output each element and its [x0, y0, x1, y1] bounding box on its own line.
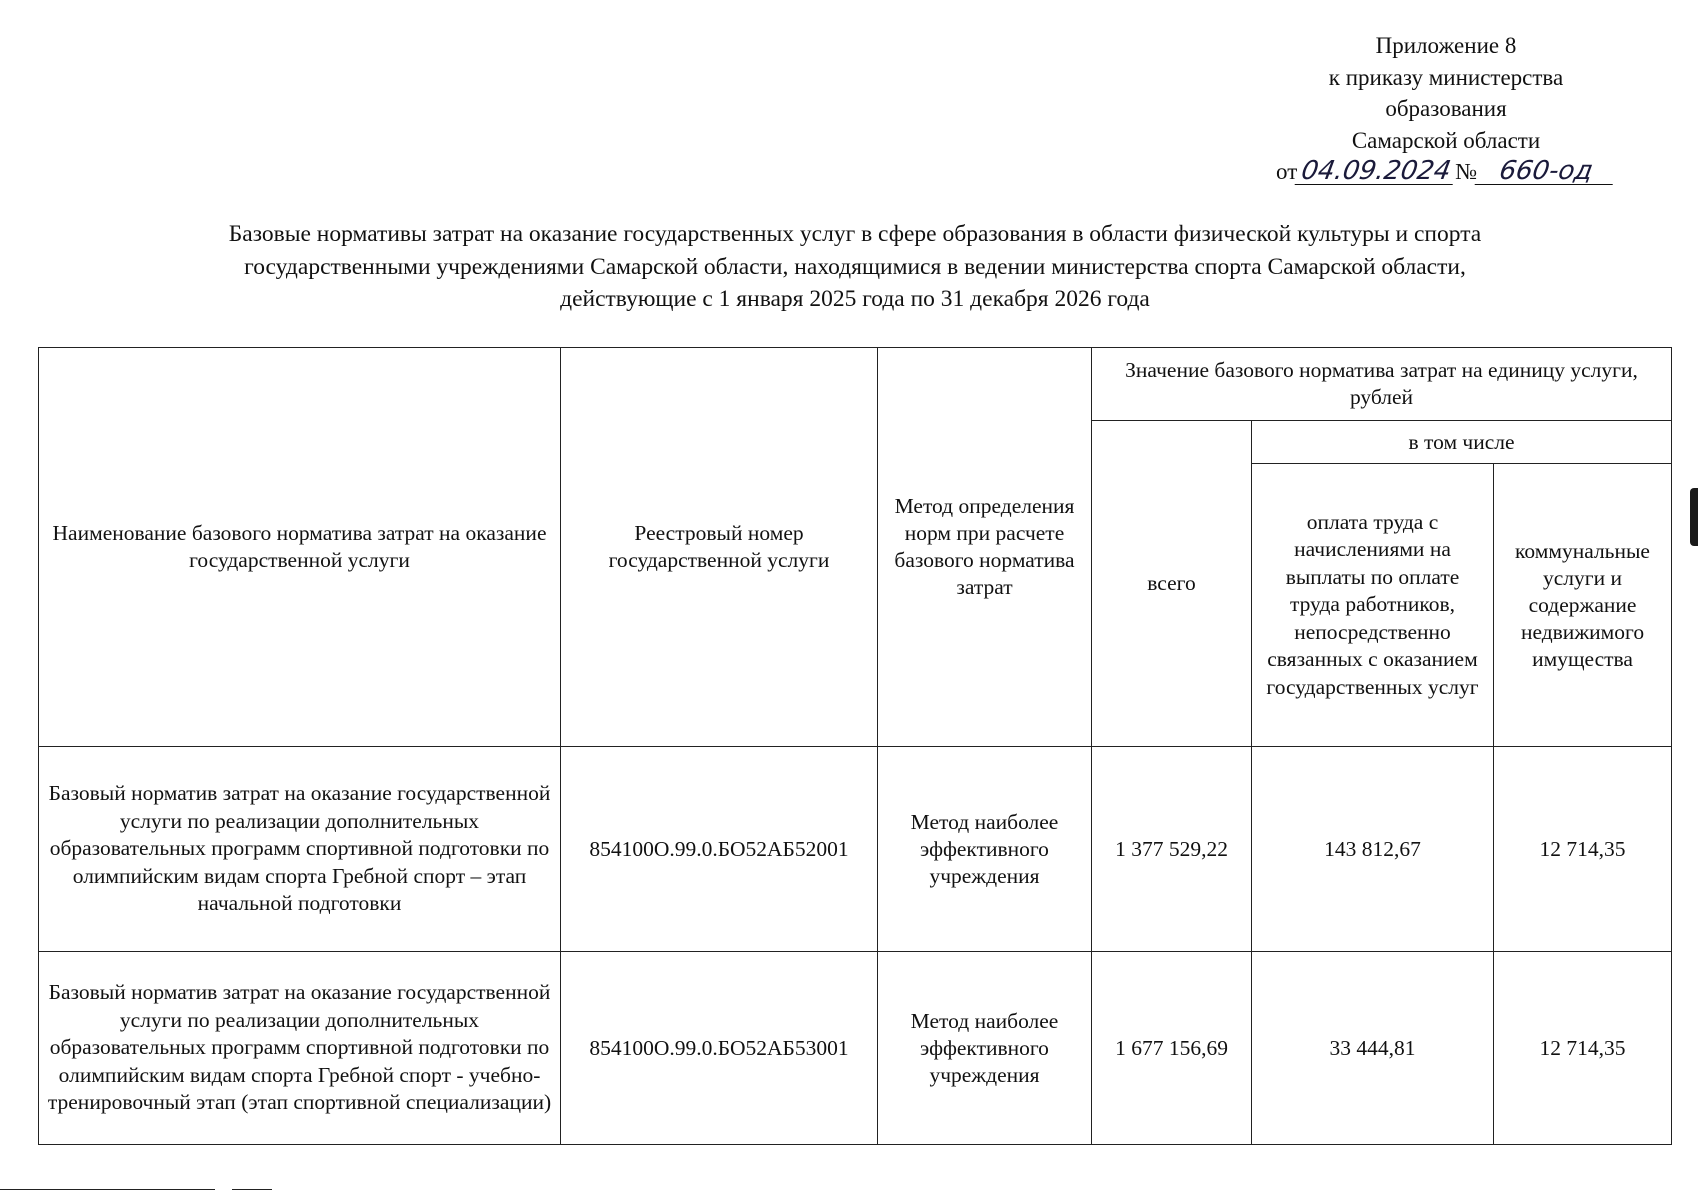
scan-margin-mark — [1690, 488, 1698, 546]
header-method: Метод определения норм при расчете базового норматива затрат — [878, 348, 1092, 747]
table-row — [39, 952, 1672, 1145]
header-total: всего — [1092, 421, 1252, 747]
document-title — [60, 218, 1650, 316]
annex-header — [1276, 30, 1616, 188]
handwritten-order-number: 660-од — [1475, 158, 1618, 185]
title-line-2: государственными учреждениями Самарской области, находящимися в ведении министерства спорта Самарской области, — [244, 253, 1466, 280]
annex-number: Приложение 8 — [1375, 33, 1517, 58]
row-labor-costs: 33 444,81 — [1252, 952, 1494, 1145]
row-utilities: 12 714,35 — [1494, 747, 1672, 952]
row-total: 1 677 156,69 — [1092, 952, 1252, 1145]
row-method: Метод наиболее эффективного учреждения — [878, 747, 1092, 952]
title-line-1: Базовые нормативы затрат на оказание государственных услуг в сфере образования в области физической культуры и спорта — [228, 221, 1482, 247]
header-labor-costs: оплата труда с начислениями на выплаты по оплате труда работников, непосредственно связанных с оказанием государственных услуг — [1252, 464, 1494, 747]
row-registry-number: 854100О.99.0.БО52АБ53001 — [561, 952, 878, 1145]
row-method: Метод наиболее эффективного учреждения — [878, 952, 1092, 1145]
header-utilities: коммунальные услуги и содержание недвижимого имущества — [1494, 464, 1672, 747]
order-date-line — [1276, 156, 1616, 188]
row-name: Базовый норматив затрат на оказание государственной услуги по реализации дополнительных образовательных программ спортивной подготовки по олимпийским видам спорта Гребной спорт – этап начальной подготовки — [39, 747, 561, 952]
annex-ministry: образования — [1385, 96, 1507, 121]
header-name: Наименование базового норматива затрат на оказание государственной услуги — [39, 348, 561, 747]
number-label: № — [1455, 159, 1478, 184]
row-name: Базовый норматив затрат на оказание государственной услуги по реализации дополнительных образовательных программ спортивной подготовки по олимпийским видам спорта Гребной спорт - учебно-тренировочный этап (этап спортивной специализации) — [39, 952, 561, 1145]
row-labor-costs: 143 812,67 — [1252, 747, 1494, 952]
header-registry-number: Реестровый номер государственной услуги — [561, 348, 878, 747]
row-registry-number: 854100О.99.0.БО52АБ52001 — [561, 747, 878, 952]
annex-order-ref: к приказу министерства — [1328, 64, 1564, 90]
table-row — [39, 747, 1672, 952]
cost-norms-table — [38, 347, 1672, 1145]
footnote-rule — [0, 1189, 215, 1190]
row-total: 1 377 529,22 — [1092, 747, 1252, 952]
annex-region: Самарской области — [1351, 127, 1541, 153]
from-label: от — [1276, 159, 1298, 184]
header-value-group: Значение базового норматива затрат на единицу услуги, рублей — [1092, 348, 1672, 421]
header-including: в том числе — [1252, 421, 1672, 464]
footnote-rule-short — [232, 1189, 272, 1190]
title-line-3: действующие с 1 января 2025 года по 31 декабря 2026 года — [560, 286, 1150, 312]
row-utilities: 12 714,35 — [1494, 952, 1672, 1145]
handwritten-date: 04.09.2024 — [1295, 158, 1458, 185]
